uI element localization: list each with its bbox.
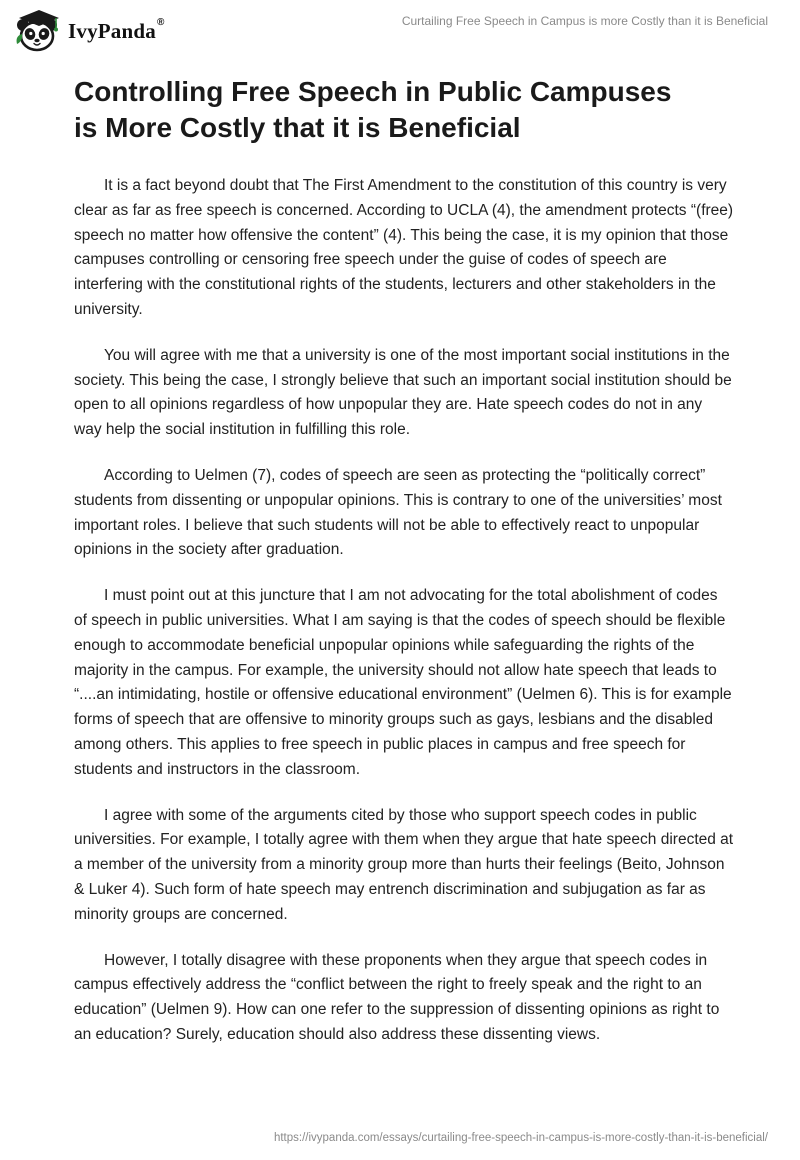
essay-body — [74, 174, 734, 1069]
essay-paragraph-6: However, I totally disagree with these proponents when they argue that speech codes in campus effectively address the “conflict between the right to freely speak and the right to an education” (Uelmen 9). How can one refer to the suppression of dissenting opinions as right to an education? Surely, education should also address these dissenting views. — [74, 951, 720, 1043]
source-url[interactable]: https://ivypanda.com/essays/curtailing-free-speech-in-campus-is-more-costly-than-it-is-beneficial/ — [273, 1132, 768, 1144]
essay-title — [74, 74, 734, 146]
logo-wordmark: IvyPanda® — [68, 16, 165, 43]
registered-mark: ® — [156, 16, 165, 28]
essay-paragraph-1: It is a fact beyond doubt that The First Amendment to the constitution of this country is very clear as far as free speech is concerned. According to UCLA (4), the amendment protects “(free) speech no matter how offensive the content” (4). This being the case, it is my opinion that those campuses controlling or censoring free speech under the guise of codes of speech are interfering with the constitutional rights of the students, lecturers and other stakeholders in the university. — [74, 177, 734, 318]
essay-title-line-1: Controlling Free Speech in Public Campuses — [74, 76, 672, 107]
panda-graduation-cap-icon — [14, 8, 62, 52]
essay-paragraph-5: I agree with some of the arguments cited by those who support speech codes in public universities. For example, I totally agree with them when they argue that hate speech directed at a member of the university from a minority group more than hurts their feelings (Beito, Johnson & Luker 4). Such form of hate speech may entrench discrimination and subjugation as far as minority groups are concerned. — [74, 806, 734, 923]
essay-paragraph-3: According to Uelmen (7), codes of speech are seen as protecting the “politically correct” students from dissenting or unpopular opinions. This is contrary to one of the universities’ most important roles. I believe that such students will not be able to effectively react to unpopular opinions in the society after graduation. — [74, 466, 722, 559]
essay-paragraph-4: I must point out at this juncture that I am not advocating for the total abolishment of codes of speech in public universities. What I am saying is that the codes of speech should be flexible enough to accommodate beneficial unpopular opinions while safeguarding the rights of the majority in the campus. For example, the university should not allow hate speech that leads to “....an intimidating, hostile or offensive educational environment” (Uelmen 6). This is for example forms of speech that are offensive to minority groups such as gays, lesbians and the disabled among others. This applies to free speech in public places in campus and free speech for students and instructors in the classroom. — [74, 587, 732, 778]
essay-paragraph-2: You will agree with me that a university is one of the most important social institutions in the society. This being the case, I strongly believe that such an important social institution should be open to all opinions regardless of how unpopular they are. Hate speech codes do not in any way help the social institution in fulfilling this role. — [74, 346, 732, 439]
document-title-header: Curtailing Free Speech in Campus is more Costly than it is Beneficial — [401, 14, 768, 28]
page-header — [0, 0, 800, 56]
essay-title-line-2: is More Costly that it is Beneficial — [74, 112, 521, 143]
ivypanda-logo[interactable] — [14, 8, 165, 52]
